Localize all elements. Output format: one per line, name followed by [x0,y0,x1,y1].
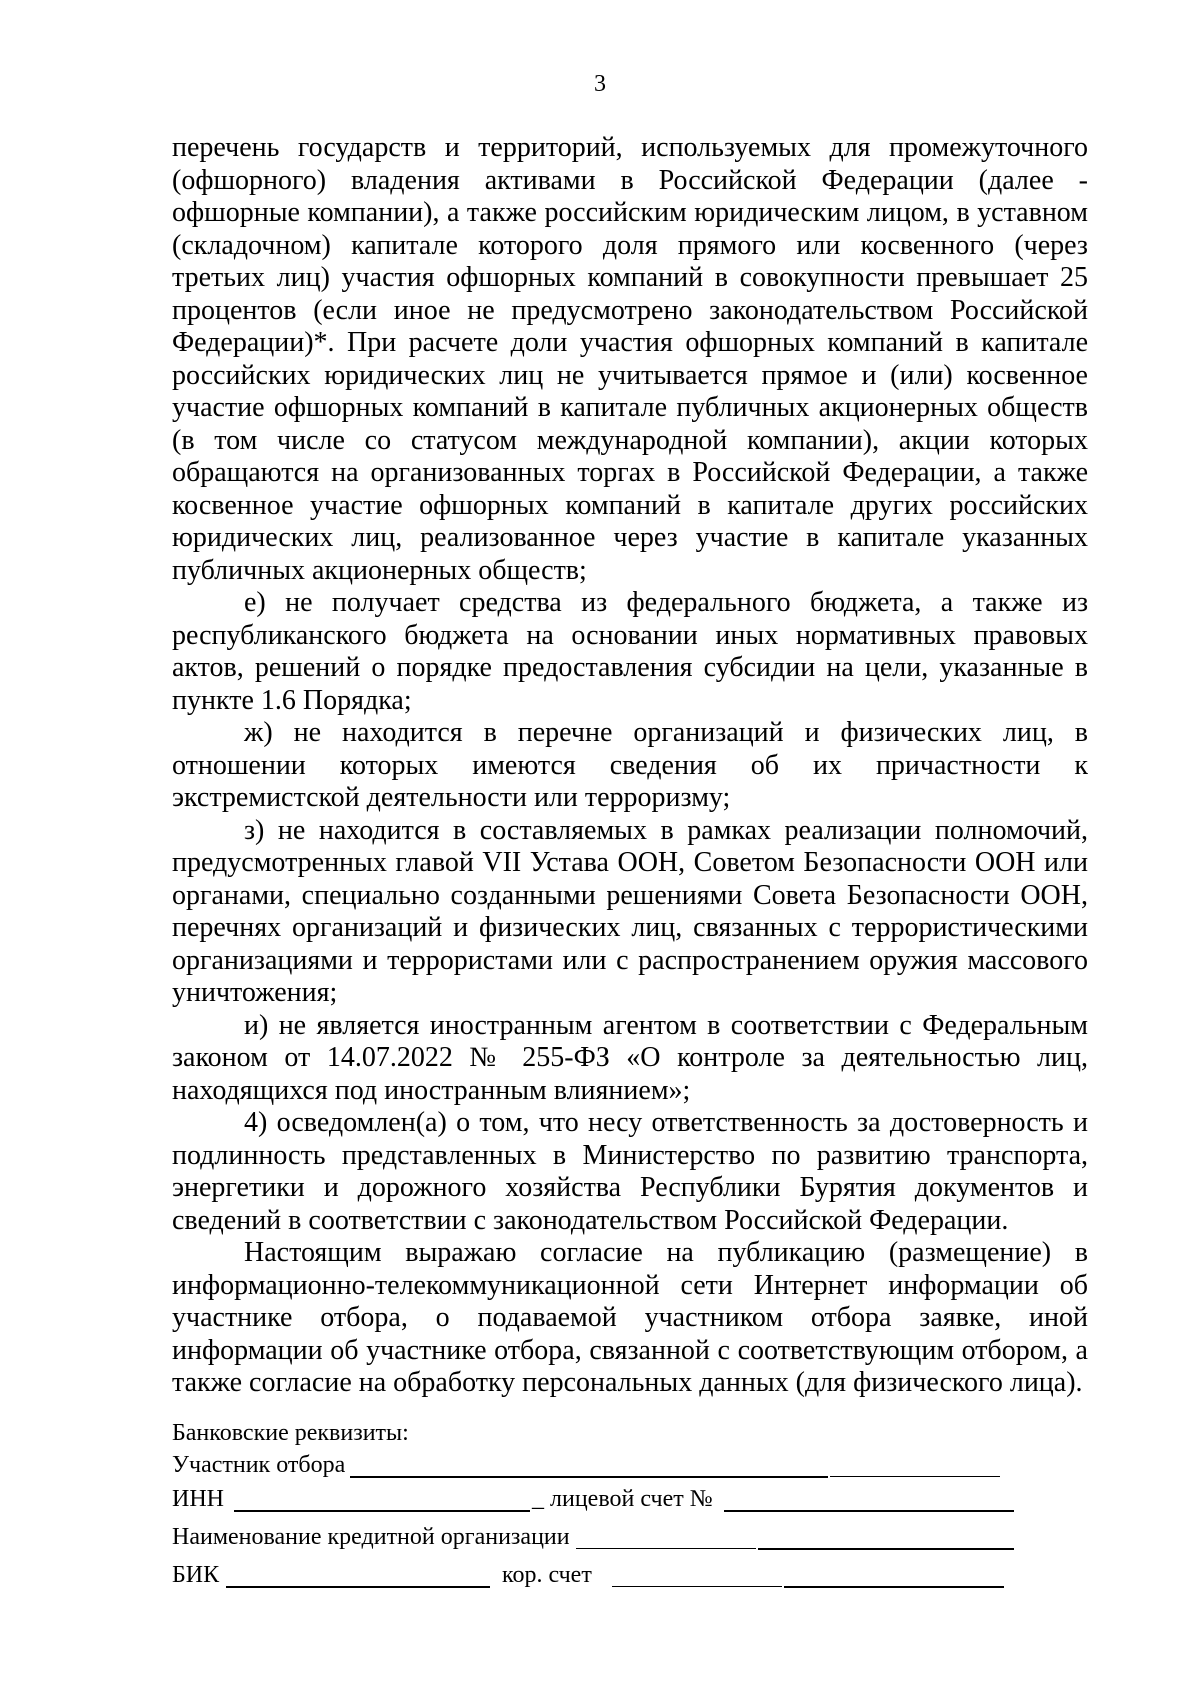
participant-field-extra[interactable] [830,1476,1000,1477]
bik-row [172,1560,1088,1592]
inn-row [172,1484,1088,1516]
paragraph-item-z: з) не находится в составляемых в рамках реализации полномочий, предусмотренных главой VII Устава ООН, Советом Безопасности ООН или органами, специально созданными решениями Совета Безопасности ООН, перечнях организаций и физических лиц, связанных с террористическими организациями и террористами или с распространением оружия массового уничтожения; [172,814,1088,1008]
bank-name-row [172,1522,1088,1554]
corr-account-label: кор. счет [502,1562,592,1588]
bik-label: БИК [172,1562,220,1588]
corr-account-field[interactable] [612,1586,782,1587]
bank-name-field-extra[interactable] [758,1548,1014,1550]
corr-account-field-extra[interactable] [784,1586,1004,1588]
inn-label: ИНН [172,1486,224,1512]
page-number: 3 [594,71,606,97]
bank-details-title: Банковские реквизиты: [172,1420,409,1446]
paragraph-item-4: 4) осведомлен(а) о том, что несу ответственность за достоверность и подлинность представленных в Министерство по развитию транспорта, энергетики и дорожного хозяйства Республики Бурятия документов и сведений в соответствии с законодательством Российской Федерации. [172,1107,1088,1236]
inn-field[interactable] [234,1510,530,1512]
account-label: _ лицевой счет № [532,1486,713,1512]
bank-name-field[interactable] [576,1548,756,1549]
paragraph-consent: Настоящим выражаю согласие на публикацию (размещение) в информационно-телекоммуникационной сети Интернет информации об участнике отбора, о подаваемой участником отбора заявке, иной информации об участнике отбора, связанной с соответствующим отбором, а также согласие на обработку персональных данных (для физического лица). [172,1237,1088,1398]
bik-field[interactable] [226,1586,490,1588]
paragraph-item-e: е) не получает средства из федерального бюджета, а также из республиканского бюджета на основании иных нормативных правовых актов, решений о порядке предоставления субсидии на цели, указанные в пункте 1.6 Порядка; [172,587,1088,716]
bank-name-label: Наименование кредитной организации [172,1524,570,1550]
participant-field[interactable] [350,1476,828,1478]
paragraph-item-zh: ж) не находится в перечне организаций и физических лиц, в отношении которых имеются сведения об их причастности к экстремистской деятельности или терроризму; [172,717,1088,813]
paragraph-offshore: перечень государств и территорий, используемых для промежуточного (офшорного) владения активами в Российской Федерации (далее - офшорные компании), а также российским юридическим лицом, в уставном (складочном) капитале которого доля прямого или косвенного (через третьих лиц) участия офшорных компаний в совокупности превышает 25 процентов (если иное не предусмотрено законодательством Российской Федерации)*. При расчете доли участия офшорных компаний в капитале российских юридических лиц не учитывается прямое и (или) косвенное участие офшорных компаний в капитале публичных акционерных обществ (в том числе со статусом международной компании), акции которых обращаются на организованных торгах в Российской Федерации, а также косвенное участие офшорных компаний в капитале других российских юридических лиц, реализованное через участие в капитале указанных публичных акционерных обществ; [172,132,1088,586]
account-field[interactable] [724,1510,1014,1512]
document-body [172,132,1088,1400]
paragraph-item-i: и) не является иностранным агентом в соответствии с Федеральным законом от 14.07.2022 № 255-ФЗ «О контроле за деятельностью лиц, находящихся под иностранным влиянием»; [172,1009,1088,1106]
participant-label: Участник отбора [172,1452,346,1478]
participant-row [172,1450,1088,1482]
